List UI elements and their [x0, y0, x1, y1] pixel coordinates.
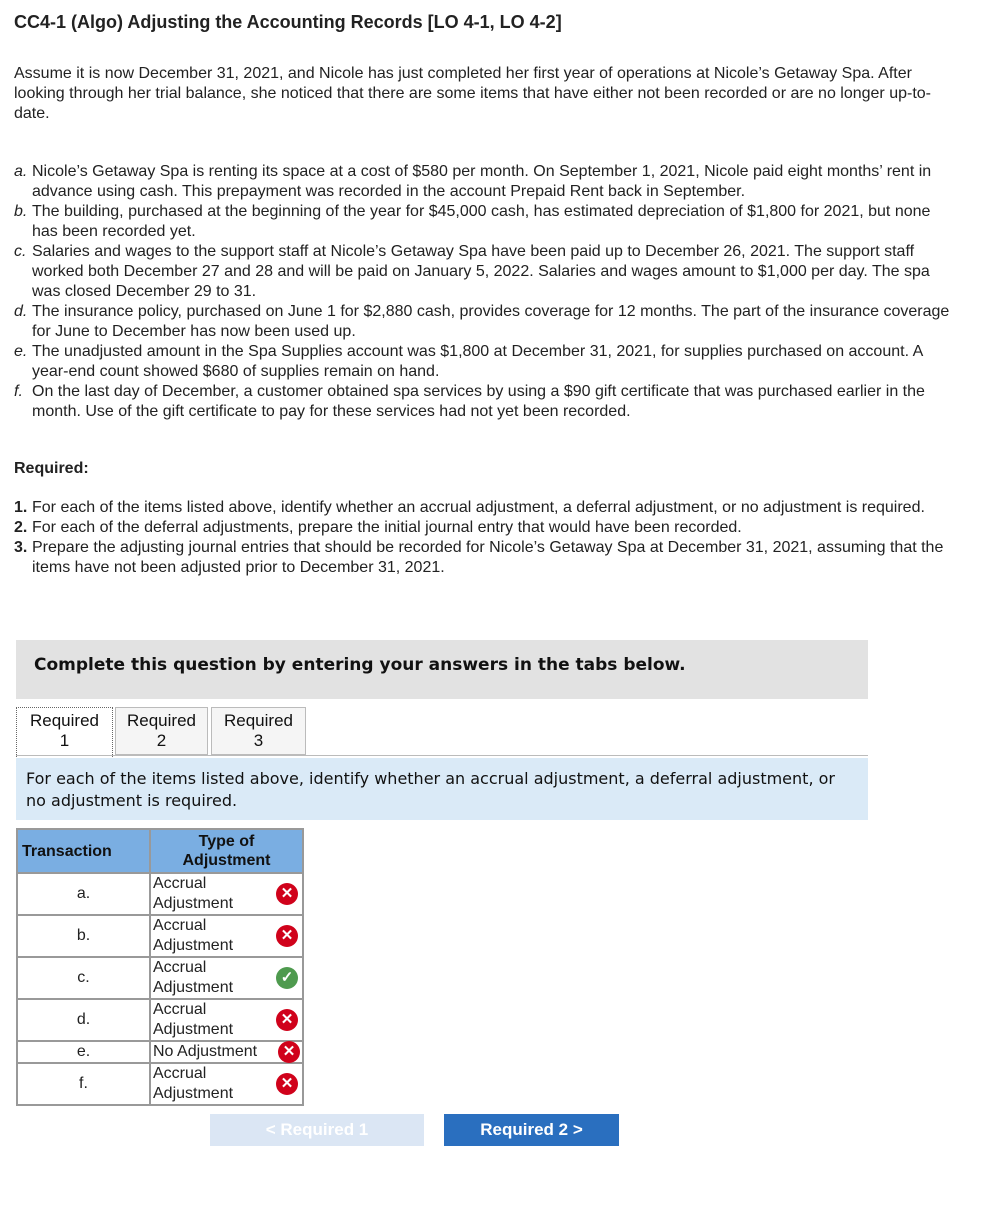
transaction-cell: d.: [17, 999, 150, 1041]
page-title: CC4-1 (Algo) Adjusting the Accounting Records [LO 4-1, LO 4-2]: [14, 12, 562, 32]
adjustment-value: No Adjustment: [153, 1043, 258, 1060]
previous-button[interactable]: [210, 1114, 424, 1146]
incorrect-icon: ✕: [276, 883, 298, 905]
item-label: c.: [14, 243, 27, 260]
items-list: [14, 162, 954, 422]
previous-label: Required 1: [280, 1120, 369, 1139]
list-item: [14, 498, 954, 518]
adjustment-select[interactable]: [150, 1041, 303, 1063]
table-row: [17, 957, 303, 999]
item-label: f.: [14, 383, 23, 400]
required-text: For each of the items listed above, identify whether an accrual adjustment, a deferral adjustment, or no adjustment is required.: [32, 499, 925, 516]
required-number: 2.: [14, 519, 28, 536]
list-item: [14, 382, 954, 422]
item-text: The unadjusted amount in the Spa Supplies account was $1,800 at December 31, 2021, for supplies purchased on account. A year-end count showed $680 of supplies remain on hand.: [32, 343, 923, 380]
item-text: The insurance policy, purchased on June 1 for $2,880 cash, provides coverage for 12 months. The part of the insurance coverage for June to December has now been used up.: [32, 303, 950, 340]
adjustment-value: Accrual Adjustment: [153, 1001, 234, 1038]
correct-check-icon: ✓: [276, 967, 298, 989]
chevron-right-icon: >: [572, 1120, 583, 1139]
tab-label: Required: [127, 711, 196, 730]
list-item: [14, 302, 954, 342]
adjustment-value: Accrual Adjustment: [153, 917, 234, 954]
transaction-cell: a.: [17, 873, 150, 915]
column-header-type: [150, 829, 303, 873]
tab-number: 3: [253, 731, 264, 750]
table-row: [17, 1063, 303, 1105]
tab-instruction: For each of the items listed above, identify whether an accrual adjustment, a deferral adjustment, or no adjustment is required.: [16, 758, 868, 820]
item-label: e.: [14, 343, 28, 360]
list-item: [14, 202, 954, 242]
tab-required-2[interactable]: [115, 707, 208, 755]
list-item: [14, 162, 954, 202]
item-text: On the last day of December, a customer obtained spa services by using a $90 gift certificate that was purchased earlier in the month. Use of the gift certificate to pay for these services had not yet been recorded.: [32, 383, 925, 420]
table-row: [17, 873, 303, 915]
list-item: [14, 242, 954, 302]
tab-label: Required: [30, 711, 99, 730]
instructions-banner: Complete this question by entering your answers in the tabs below.: [16, 640, 868, 699]
item-text: The building, purchased at the beginning of the year for $45,000 cash, has estimated depreciation of $1,800 for 2021, but none has been recorded yet.: [32, 203, 931, 240]
required-number: 1.: [14, 499, 28, 516]
list-item: [14, 518, 954, 538]
required-list: [14, 498, 954, 578]
incorrect-icon: ✕: [276, 925, 298, 947]
item-label: d.: [14, 303, 28, 320]
incorrect-icon: ✕: [276, 1009, 298, 1031]
transaction-cell: e.: [17, 1041, 150, 1063]
required-heading: Required:: [14, 460, 89, 477]
tab-label: Required: [224, 711, 293, 730]
incorrect-icon: ✕: [276, 1073, 298, 1095]
table-row: [17, 999, 303, 1041]
transaction-cell: f.: [17, 1063, 150, 1105]
list-item: [14, 342, 954, 382]
item-text: Salaries and wages to the support staff at Nicole’s Getaway Spa have been paid up to December 26, 2021. The support staff worked both December 27 and 28 and will be paid on January 5, 2022. Salaries and wages amount to $1,000 per day. The spa was closed December 29 to 31.: [32, 243, 930, 300]
adjustment-table: [16, 828, 304, 1106]
tab-required-3[interactable]: [211, 707, 306, 755]
adjustment-select[interactable]: [150, 1063, 303, 1105]
incorrect-icon: ✕: [278, 1041, 300, 1063]
list-item: [14, 538, 954, 578]
transaction-cell: b.: [17, 915, 150, 957]
required-text: Prepare the adjusting journal entries that should be recorded for Nicole’s Getaway Spa at December 31, 2021, assuming that the items have not been adjusted prior to December 31, 2021.: [32, 539, 944, 576]
adjustment-value: Accrual Adjustment: [153, 1065, 234, 1102]
item-text: Nicole’s Getaway Spa is renting its space at a cost of $580 per month. On September 1, 2021, Nicole paid eight months’ rent in advance using cash. This prepayment was recorded in the account Prepaid Rent back in September.: [32, 163, 932, 200]
tab-number: 2: [156, 731, 167, 750]
required-text: For each of the deferral adjustments, prepare the initial journal entry that would have been recorded.: [32, 519, 742, 536]
item-label: a.: [14, 163, 28, 180]
header-line: Adjustment: [182, 852, 271, 869]
tab-required-1[interactable]: [16, 707, 113, 757]
header-line: Type of: [198, 833, 255, 850]
next-label: Required 2: [480, 1120, 569, 1139]
required-number: 3.: [14, 539, 28, 556]
adjustment-select[interactable]: [150, 915, 303, 957]
table-row: [17, 915, 303, 957]
adjustment-select[interactable]: [150, 873, 303, 915]
next-button[interactable]: [444, 1114, 619, 1146]
chevron-left-icon: <: [265, 1120, 276, 1139]
item-label: b.: [14, 203, 28, 220]
tab-number: 1: [59, 731, 70, 750]
column-header-transaction: Transaction: [17, 829, 150, 873]
transaction-cell: c.: [17, 957, 150, 999]
adjustment-select[interactable]: [150, 999, 303, 1041]
adjustment-value: Accrual Adjustment: [153, 959, 234, 996]
tab-divider: [16, 755, 868, 756]
intro-text: Assume it is now December 31, 2021, and Nicole has just completed her first year of operations at Nicole’s Getaway Spa. After looking through her trial balance, she noticed that there are some items that have either not been recorded or are no longer up-to-date.: [14, 65, 931, 122]
adjustment-value: Accrual Adjustment: [153, 875, 234, 912]
adjustment-select[interactable]: [150, 957, 303, 999]
table-row: [17, 1041, 303, 1063]
